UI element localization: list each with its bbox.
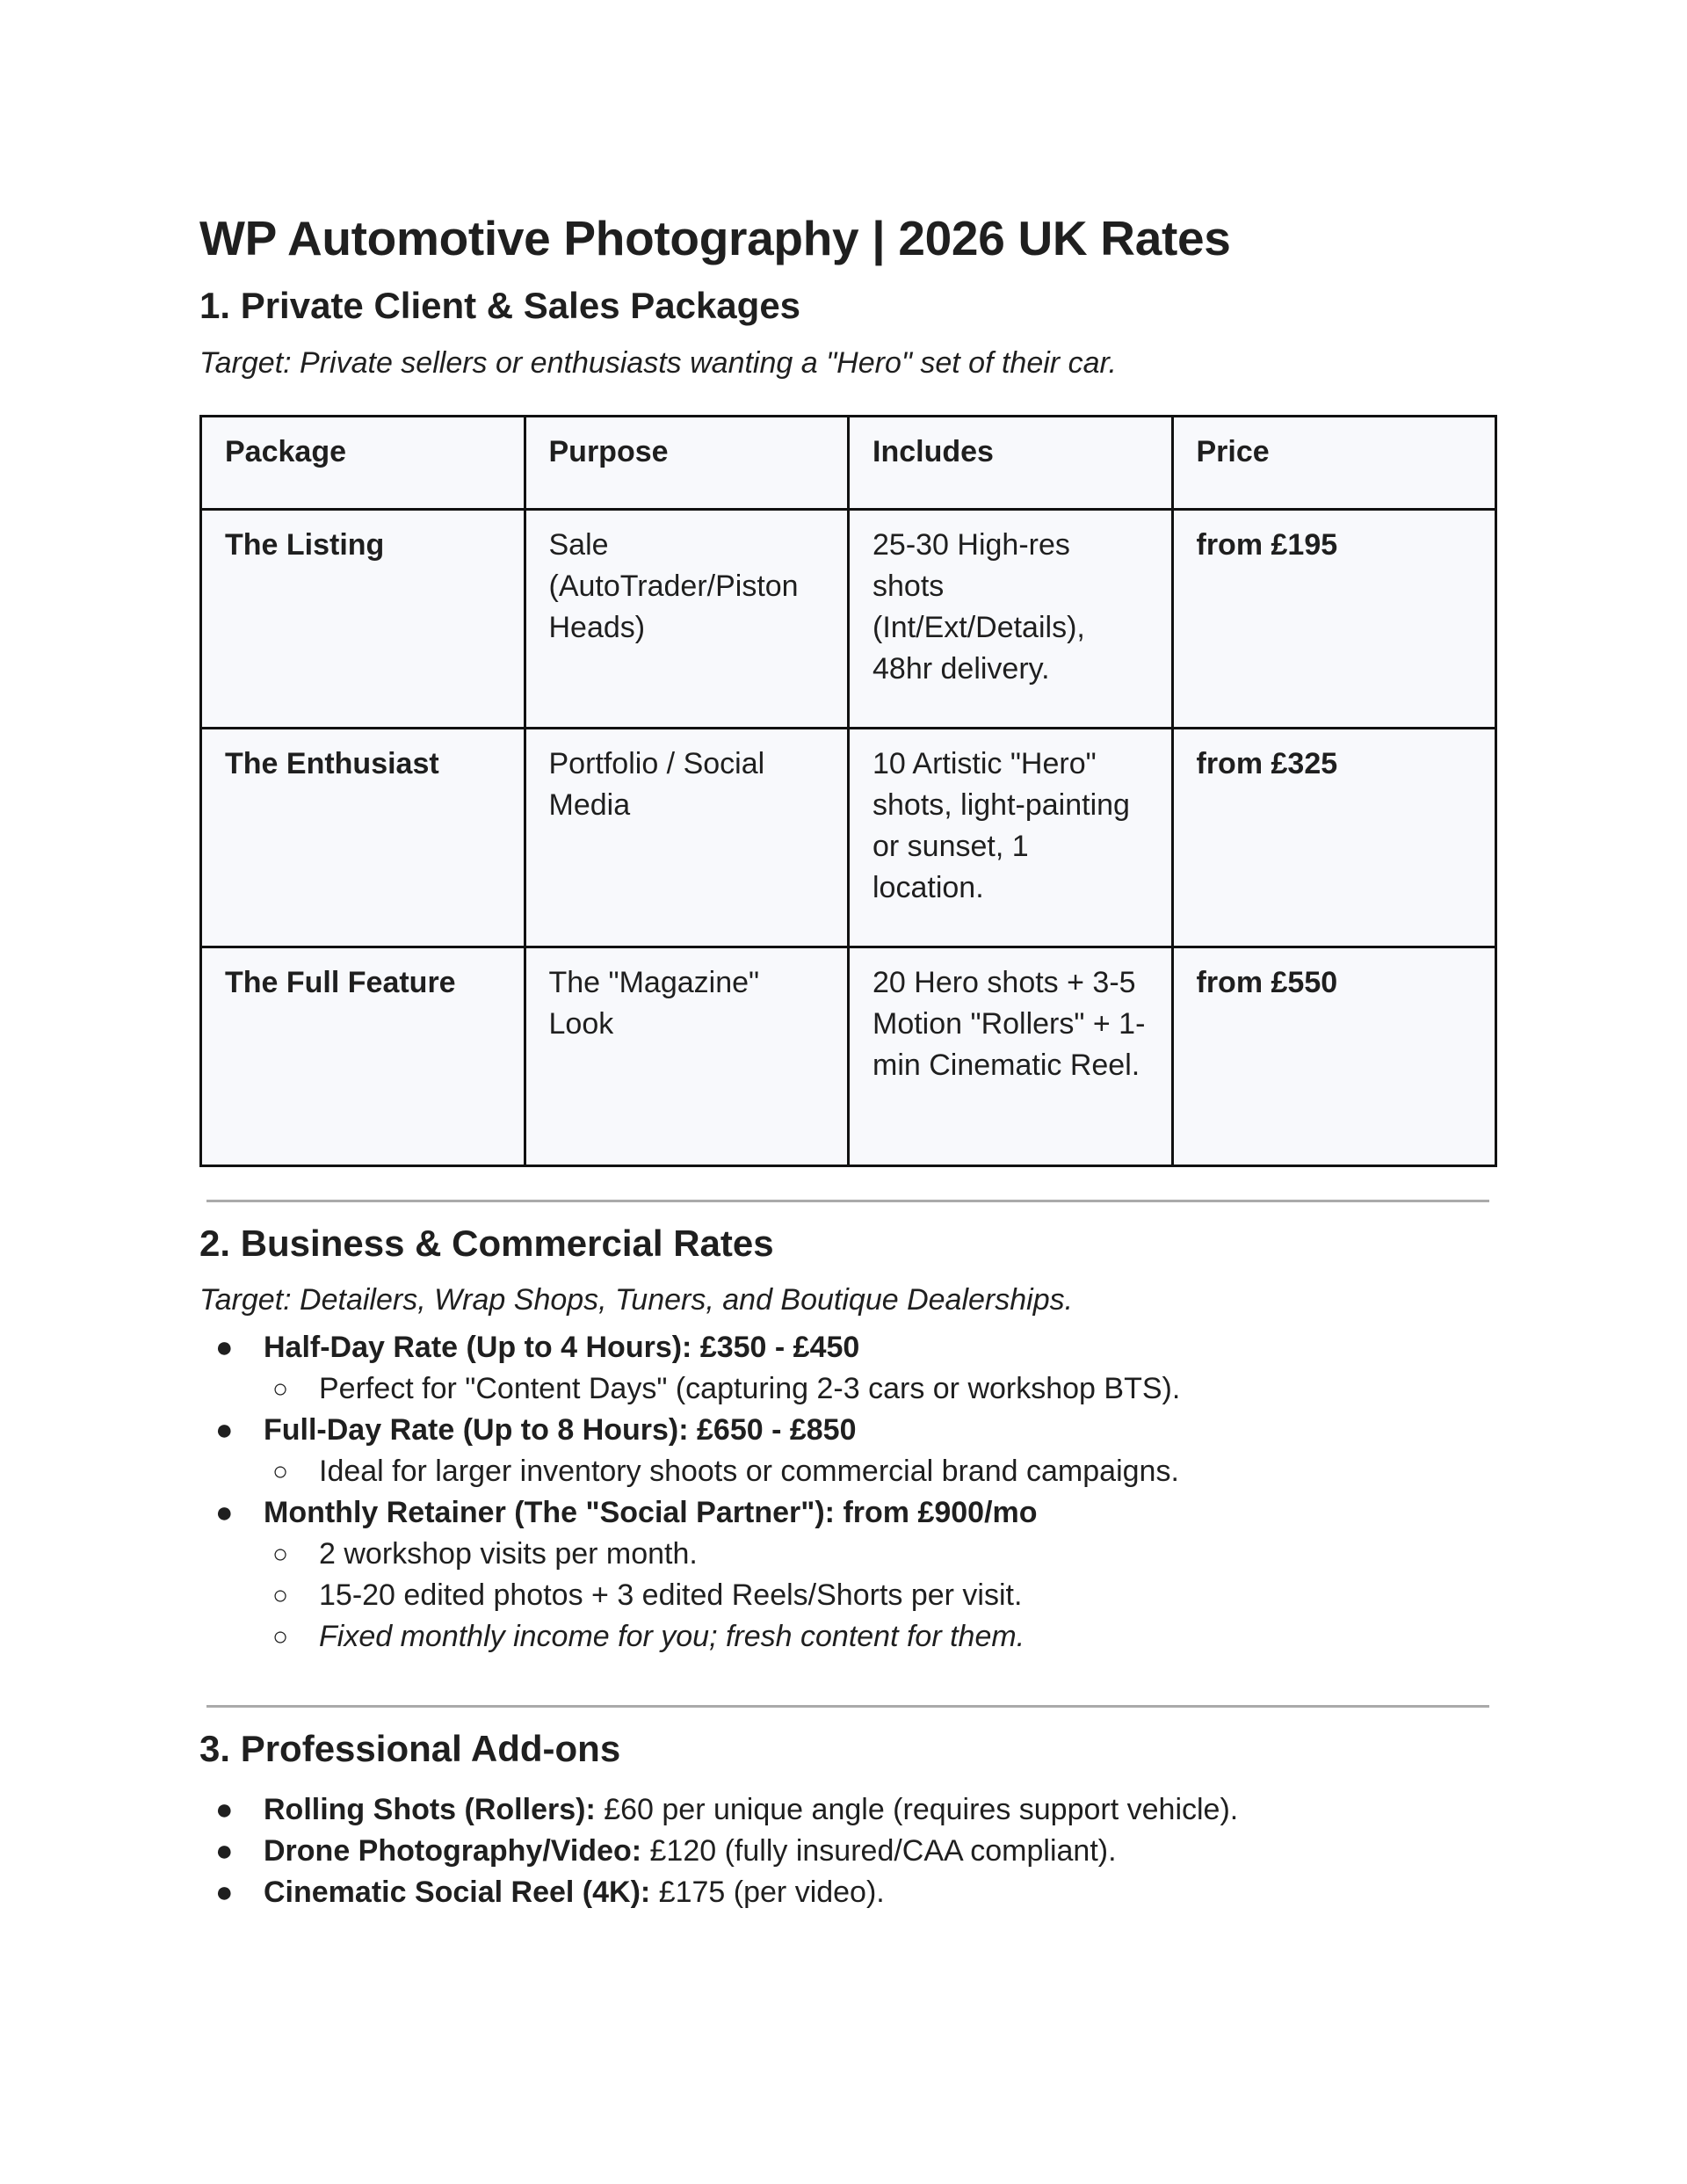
cell-purpose: Sale (AutoTrader/Piston Heads) [525,509,849,728]
sub-list [264,1534,1495,1658]
header-price: Price [1172,416,1496,509]
sub-bullet-icon: ○ [272,1581,289,1611]
page-title: WP Automotive Photography | 2026 UK Rates [199,211,1231,265]
cell-purpose: The "Magazine" Look [525,947,849,1165]
addon-detail: £60 per unique angle (requires support vehicle). [595,1792,1239,1826]
cell-package: The Listing [201,509,525,728]
sub-list-item [264,1575,1495,1616]
cell-package: The Full Feature [201,947,525,1165]
sub-bullet-icon: ○ [272,1540,289,1570]
rate-detail: Fixed monthly income for you; fresh content for them. [319,1620,1025,1654]
sub-list-item [264,1534,1495,1575]
header-package: Package [201,416,525,509]
sub-bullet-icon: ○ [272,1375,289,1404]
section-2-heading: 2. Business & Commercial Rates [199,1222,774,1264]
section-divider [206,1200,1489,1202]
sub-list [264,1368,1495,1410]
list-item [199,1492,1495,1658]
bullet-icon: ● [215,1875,234,1909]
addon-detail: £120 (fully insured/CAA compliant). [641,1833,1117,1868]
sub-list-item [264,1368,1495,1410]
sub-bullet-icon: ○ [272,1622,289,1652]
sub-bullet-icon: ○ [272,1457,289,1487]
packages-table [199,415,1497,1167]
cell-includes: 10 Artistic "Hero" shots, light-painting or sunset, 1 location. [849,728,1173,947]
section-2-target: Target: Detailers, Wrap Shops, Tuners, and Boutique Dealerships. [199,1283,1074,1317]
cell-price: from £550 [1172,947,1496,1165]
list-item [199,1327,1495,1410]
section-3-heading: 3. Professional Add-ons [199,1728,621,1770]
rate-label: Monthly Retainer (The "Social Partner"): from £900/mo [264,1496,1038,1530]
cell-price: from £325 [1172,728,1496,947]
rate-detail: 2 workshop visits per month. [319,1537,698,1571]
bullet-icon: ● [215,1413,234,1448]
addons-list [199,1789,1495,1913]
table-row [201,947,1496,1165]
cell-includes: 20 Hero shots + 3-5 Motion "Rollers" + 1-min Cinematic Reel. [849,947,1173,1165]
rate-label: Half-Day Rate (Up to 4 Hours): £350 - £450 [264,1331,860,1365]
document-page [199,211,1495,1913]
header-purpose: Purpose [525,416,849,509]
rate-detail: Perfect for "Content Days" (capturing 2-3 cars or workshop BTS). [319,1372,1181,1406]
cell-purpose: Portfolio / Social Media [525,728,849,947]
list-item [199,1872,1495,1913]
table-row [201,728,1496,947]
list-item [199,1789,1495,1831]
list-item [199,1831,1495,1872]
rate-detail: Ideal for larger inventory shoots or commercial brand campaigns. [319,1455,1179,1489]
business-rates-list [199,1327,1495,1658]
addon-label: Drone Photography/Video: [264,1833,642,1868]
bullet-icon: ● [215,1833,234,1868]
section-1-target: Target: Private sellers or enthusiasts wanting a "Hero" set of their car. [199,345,1117,380]
addon-label: Rolling Shots (Rollers): [264,1792,596,1826]
rate-detail: 15-20 edited photos + 3 edited Reels/Shorts per visit. [319,1578,1023,1613]
section-1-heading: 1. Private Client & Sales Packages [199,285,801,327]
sub-list-item [264,1451,1495,1492]
addon-label: Cinematic Social Reel (4K): [264,1875,651,1909]
cell-includes: 25-30 High-res shots (Int/Ext/Details), 48hr delivery. [849,509,1173,728]
sub-list-item [264,1616,1495,1658]
header-includes: Includes [849,416,1173,509]
table-row [201,509,1496,728]
list-item [199,1410,1495,1492]
bullet-icon: ● [215,1792,234,1826]
rate-label: Full-Day Rate (Up to 8 Hours): £650 - £850 [264,1413,857,1448]
cell-price: from £195 [1172,509,1496,728]
bullet-icon: ● [215,1331,234,1365]
table-header-row [201,416,1496,509]
bullet-icon: ● [215,1496,234,1530]
addon-detail: £175 (per video). [650,1875,885,1909]
cell-package: The Enthusiast [201,728,525,947]
sub-list [264,1451,1495,1492]
section-divider [206,1705,1489,1708]
